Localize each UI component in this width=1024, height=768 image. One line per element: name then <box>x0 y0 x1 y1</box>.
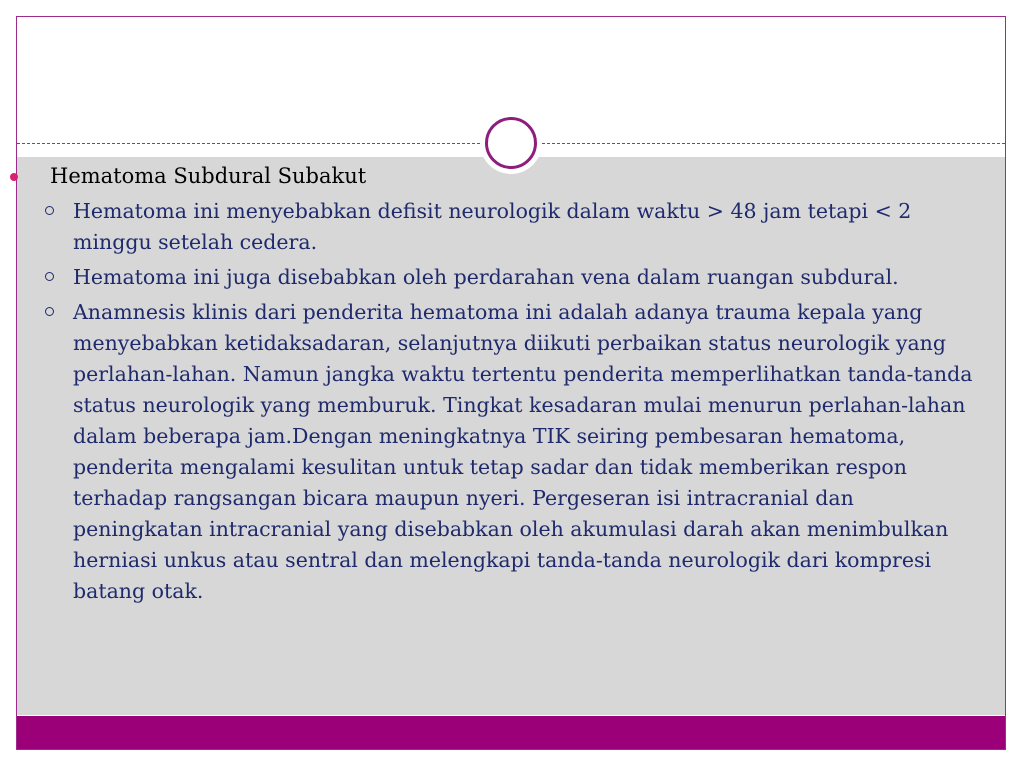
bullet-heading-text: Hematoma Subdural Subakut <box>50 164 367 188</box>
slide-body <box>10 162 978 611</box>
bullet-heading <box>10 162 978 190</box>
sub-bullet-text: Anamnesis klinis dari penderita hematoma ini adalah adanya trauma kepala yang menyebabkan ketidaksadaran, selanjutnya diikuti perbaikan status neurologik yang perlahan-lahan. Namun jangka waktu tertentu penderita memperlihatkan tanda-tanda status neurologik yang memburuk. Tingkat kesadaran mulai menurun perlahan-lahan dalam beberapa jam.Dengan meningkatnya TIK seiring pembesaran hematoma, penderita mengalami kesulitan untuk tetap sadar dan tidak memberikan respon terhadap rangsangan bicara maupun nyeri. Pergeseran isi intracranial dan peningkatan intracranial yang disebabkan oleh akumulasi darah akan menimbulkan herniasi unkus atau sentral dan melengkapi tanda-tanda neurologik dari kompresi batang otak. <box>73 300 973 603</box>
sub-bullet-item <box>10 196 978 258</box>
hollow-circle-bullet-icon <box>45 272 54 281</box>
footer-bar <box>17 716 1005 750</box>
pink-dot-bullet-icon <box>10 173 18 181</box>
sub-bullet-item <box>10 262 978 293</box>
sub-bullet-item <box>10 297 978 607</box>
hollow-circle-bullet-icon <box>45 307 54 316</box>
sub-bullet-list <box>10 196 978 607</box>
sub-bullet-text: Hematoma ini juga disebabkan oleh perdarahan vena dalam ruangan subdural. <box>73 265 899 289</box>
sub-bullet-text: Hematoma ini menyebabkan defisit neurologik dalam waktu > 48 jam tetapi < 2 minggu setelah cedera. <box>73 199 912 254</box>
hollow-circle-bullet-icon <box>45 206 54 215</box>
